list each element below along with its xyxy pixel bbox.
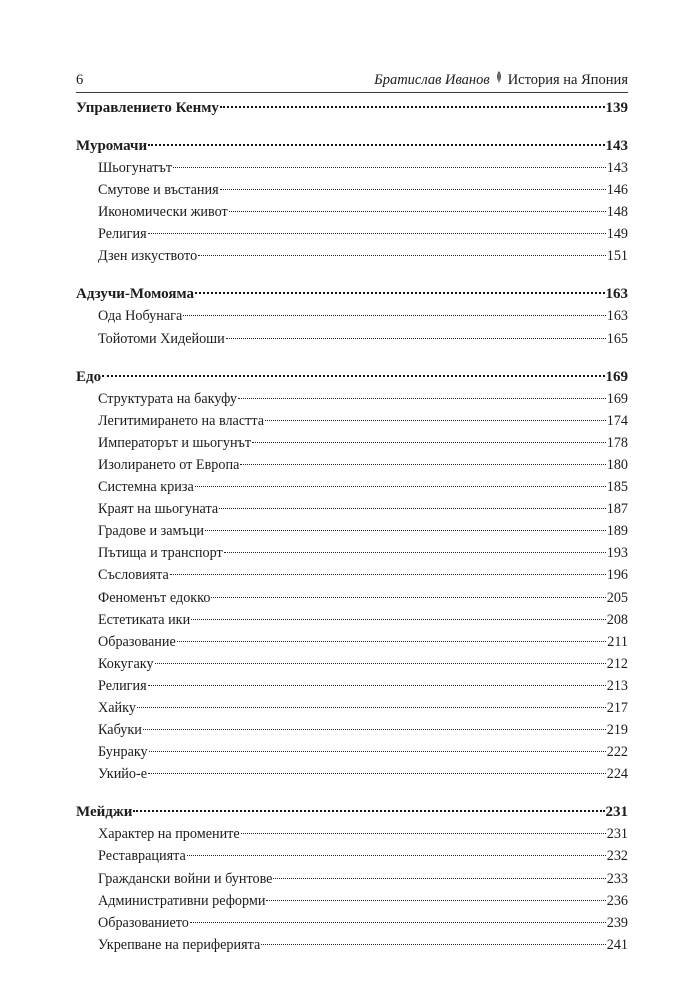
toc-entry[interactable] <box>76 612 628 634</box>
dot-leader <box>240 464 605 465</box>
toc-entry-page-number: 174 <box>606 412 628 429</box>
toc-entry-title: Религия <box>98 677 147 694</box>
toc-entry[interactable] <box>76 871 628 893</box>
toc-entry-page-number: 211 <box>607 633 628 650</box>
toc-entry[interactable] <box>76 744 628 766</box>
toc-entry-page-number: 193 <box>606 545 628 562</box>
toc-entry-title: Тойотоми Хидейоши <box>98 330 225 347</box>
toc-entry-page-number: 219 <box>606 722 628 739</box>
toc-entry-page-number: 205 <box>606 589 628 606</box>
dot-leader <box>219 508 606 509</box>
dot-leader <box>187 855 606 856</box>
header-rule <box>76 92 628 93</box>
header-book-title: История на Япония <box>507 72 628 88</box>
toc-entry-title: Естетиката ики <box>98 611 191 628</box>
toc-chapter[interactable] <box>76 804 628 826</box>
header-author: Братислав Иванов <box>374 72 490 88</box>
toc-entry[interactable] <box>76 700 628 722</box>
toc-chapter-title: Муромачи <box>76 138 148 154</box>
header-page-number: 6 <box>76 72 84 88</box>
dot-leader <box>148 144 604 146</box>
toc-chapter-title: Мейджи <box>76 804 133 821</box>
toc-entry[interactable] <box>76 567 628 589</box>
toc-entry-title: Изолирането от Европа <box>98 456 240 473</box>
toc-entry[interactable] <box>76 634 628 656</box>
toc-entry-page-number: 212 <box>606 655 628 672</box>
dot-leader <box>226 338 606 339</box>
toc-entry[interactable] <box>76 308 628 330</box>
toc-entry-page-number: 143 <box>606 160 628 176</box>
toc-chapter-title: Адзучи-Момояма <box>76 286 195 303</box>
dot-leader <box>273 878 605 879</box>
toc-entry[interactable] <box>76 479 628 501</box>
toc-entry[interactable] <box>76 457 628 479</box>
quill-ornament-icon <box>495 72 503 86</box>
toc-entry[interactable] <box>76 590 628 612</box>
dot-leader <box>143 729 606 730</box>
toc-entry-title: Реставрацията <box>98 848 186 865</box>
dot-leader <box>252 442 606 443</box>
toc-entry-page-number: 233 <box>606 870 628 887</box>
toc-entry-title: Градове и замъци <box>98 523 205 540</box>
chapter-gap <box>76 357 628 369</box>
chapter-gap <box>76 126 628 138</box>
toc-entry[interactable] <box>76 848 628 870</box>
toc-chapter-page-number: 163 <box>605 286 628 303</box>
dot-leader <box>205 530 606 531</box>
toc-entry[interactable] <box>76 391 628 413</box>
toc-entry-title: Легитимирането на властта <box>98 412 265 429</box>
toc-entry-page-number: 236 <box>606 892 628 909</box>
toc-entry-title: Характер на промените <box>98 826 240 843</box>
toc-entry[interactable] <box>76 826 628 848</box>
toc-entry-title: Хайку <box>98 699 136 716</box>
toc-entry-title: Административни реформи <box>98 892 266 909</box>
dot-leader <box>265 420 606 421</box>
dot-leader <box>191 619 606 620</box>
toc-chapter[interactable] <box>76 286 628 308</box>
toc-entry-page-number: 232 <box>606 848 628 865</box>
toc-entry[interactable] <box>76 435 628 457</box>
dot-leader <box>148 685 606 686</box>
chapter-gap <box>76 792 628 804</box>
toc-chapter-title: Едо <box>76 368 102 385</box>
toc-entry-title: Граждански войни и бунтове <box>98 870 273 887</box>
toc-chapter[interactable] <box>76 138 628 160</box>
dot-leader <box>170 574 606 575</box>
toc-entry[interactable] <box>76 893 628 915</box>
toc-entry-title: Икономически живот <box>98 204 228 221</box>
toc-entry[interactable] <box>76 523 628 545</box>
toc-entry[interactable] <box>76 204 628 226</box>
dot-leader <box>220 106 605 108</box>
toc-entry-title: Бунраку <box>98 744 148 761</box>
toc-entry-page-number: 178 <box>606 434 628 451</box>
toc-entry-page-number: 151 <box>606 248 628 265</box>
toc-entry-title: Кабуки <box>98 722 142 739</box>
toc-entry-page-number: 187 <box>606 501 628 518</box>
toc-entry[interactable] <box>76 766 628 788</box>
toc-entry[interactable] <box>76 331 628 353</box>
toc-entry-title: Образованието <box>98 914 189 931</box>
table-of-contents <box>76 100 628 963</box>
toc-entry-page-number: 196 <box>606 567 628 584</box>
dot-leader <box>190 922 606 923</box>
toc-entry-title: Структурата на бакуфу <box>98 390 238 407</box>
toc-entry-page-number: 146 <box>606 182 628 199</box>
toc-entry-page-number: 169 <box>606 390 628 407</box>
dot-leader <box>148 233 606 234</box>
toc-entry-title: Смутове и въстания <box>98 182 219 199</box>
toc-entry-title: Императорът и шьогунът <box>98 434 252 451</box>
toc-entry-title: Краят на шьогуната <box>98 501 219 518</box>
dot-leader <box>137 707 606 708</box>
header-right <box>374 72 628 89</box>
toc-entry-title: Религия <box>98 226 147 243</box>
dot-leader <box>238 398 606 399</box>
toc-entry-title: Съсловията <box>98 567 169 584</box>
toc-entry-page-number: 213 <box>606 677 628 694</box>
toc-entry-title: Системна криза <box>98 479 194 496</box>
toc-entry-page-number: 185 <box>606 479 628 496</box>
toc-entry-title: Шьогунатът <box>98 160 173 176</box>
toc-entry-page-number: 163 <box>606 308 628 325</box>
toc-entry-page-number: 241 <box>606 936 628 953</box>
toc-entry[interactable] <box>76 915 628 937</box>
toc-entry-page-number: 231 <box>606 826 628 843</box>
toc-entry-title: Укийо-е <box>98 766 147 783</box>
toc-entry[interactable] <box>76 501 628 523</box>
toc-chapter-page-number: 139 <box>605 100 628 116</box>
dot-leader <box>241 833 606 834</box>
dot-leader <box>220 189 606 190</box>
toc-chapter-page-number: 169 <box>605 368 628 385</box>
dot-leader <box>173 167 606 168</box>
toc-entry[interactable] <box>76 226 628 248</box>
toc-entry-title: Ода Нобунага <box>98 308 183 325</box>
toc-entry-page-number: 148 <box>606 204 628 221</box>
dot-leader <box>102 375 604 377</box>
toc-entry-page-number: 165 <box>606 330 628 347</box>
toc-entry[interactable] <box>76 545 628 567</box>
toc-entry[interactable] <box>76 937 628 959</box>
toc-entry[interactable] <box>76 656 628 678</box>
toc-entry-page-number: 189 <box>606 523 628 540</box>
dot-leader <box>211 597 605 598</box>
dot-leader <box>195 486 606 487</box>
toc-chapter-page-number: 231 <box>605 804 628 821</box>
dot-leader <box>261 944 605 945</box>
toc-entry-page-number: 224 <box>606 766 628 783</box>
toc-entry-page-number: 149 <box>606 226 628 243</box>
toc-entry-page-number: 222 <box>606 744 628 761</box>
dot-leader <box>198 255 606 256</box>
chapter-gap <box>76 274 628 286</box>
toc-entry-title: Пътища и транспорт <box>98 545 223 562</box>
toc-entry-page-number: 217 <box>606 699 628 716</box>
toc-entry-title: Кокугаку <box>98 655 154 672</box>
toc-entry-page-number: 239 <box>606 914 628 931</box>
chapter-spacer <box>76 959 628 963</box>
toc-entry-title: Укрепване на периферията <box>98 936 261 953</box>
toc-chapter-page-number: 143 <box>605 138 628 154</box>
toc-chapter[interactable] <box>76 369 628 391</box>
dot-leader <box>133 810 604 812</box>
toc-entry[interactable] <box>76 182 628 204</box>
dot-leader <box>195 292 604 294</box>
toc-entry-title: Дзен изкуството <box>98 248 198 265</box>
toc-entry[interactable] <box>76 248 628 270</box>
toc-entry[interactable] <box>76 413 628 435</box>
toc-entry-page-number: 208 <box>606 611 628 628</box>
toc-entry-title: Образование <box>98 633 176 650</box>
dot-leader <box>149 751 606 752</box>
toc-entry-page-number: 180 <box>606 456 628 473</box>
dot-leader <box>229 211 606 212</box>
running-header <box>76 67 628 89</box>
toc-entry[interactable] <box>76 678 628 700</box>
dot-leader <box>148 773 606 774</box>
dot-leader <box>266 900 605 901</box>
dot-leader <box>177 641 606 642</box>
toc-entry[interactable] <box>76 722 628 744</box>
toc-entry[interactable] <box>76 160 628 182</box>
dot-leader <box>155 663 606 664</box>
dot-leader <box>224 552 606 553</box>
toc-chapter[interactable] <box>76 100 628 122</box>
toc-chapter-title: Управлението Кенму <box>76 100 219 116</box>
dot-leader <box>183 315 605 316</box>
toc-entry-title: Феноменът едокко <box>98 589 211 606</box>
